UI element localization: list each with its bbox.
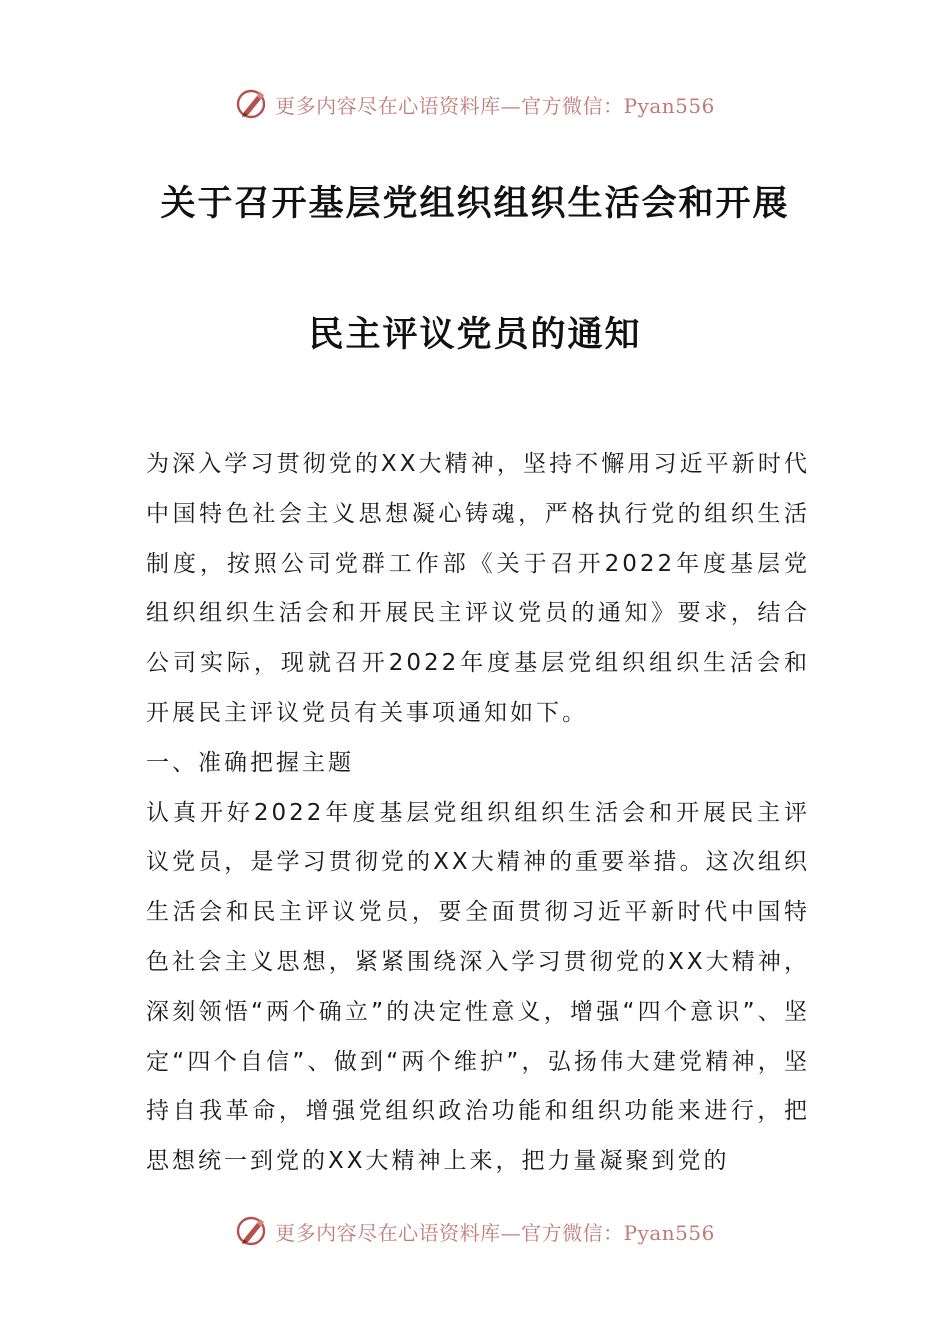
watermark-text: 更多内容尽在心语资料库—官方微信：Pyan556 [275, 93, 715, 118]
document-title-line-1: 关于召开基层党组织组织生活会和开展 [160, 183, 790, 224]
pen-logo-icon [235, 1214, 269, 1248]
watermark-text: 更多内容尽在心语资料库—官方微信：Pyan556 [275, 1220, 715, 1245]
intro-paragraph: 为深入学习贯彻党的XX大精神，坚持不懈用习近平新时代中国特色社会主义思想凝心铸魂，严格执行党的组织生活制度，按照公司党群工作部《关于召开2022年度基层党组织组织生活会和开展民主评议党员的通知》要求，结合公司实际，现就召开2022年度基层党组织组织生活会和开展民主评议党员有关事项通知如下。 [146, 451, 810, 726]
footer-watermark [0, 1211, 950, 1251]
section-heading: 一、准确把握主题 [146, 749, 354, 776]
document-body [146, 440, 810, 1187]
document-title-line-2: 民主评议党员的通知 [308, 314, 642, 355]
section-paragraph: 认真开好2022年度基层党组织组织生活会和开展民主评议党员，是学习贯彻党的XX大精神的重要举措。这次组织生活会和民主评议党员，要全面贯彻习近平新时代中国特色社会主义思想，紧紧围绕深入学习贯彻党的XX大精神，深刻领悟“两个确立”的决定性意义，增强“四个意识”、坚定“四个自信”、做到“两个维护”，弘扬伟大建党精神，坚持自我革命，增强党组织政治功能和组织功能来进行，把思想统一到党的XX大精神上来，把力量凝聚到党的 [146, 799, 810, 1175]
header-watermark [0, 84, 950, 124]
pen-logo-icon [235, 87, 269, 121]
